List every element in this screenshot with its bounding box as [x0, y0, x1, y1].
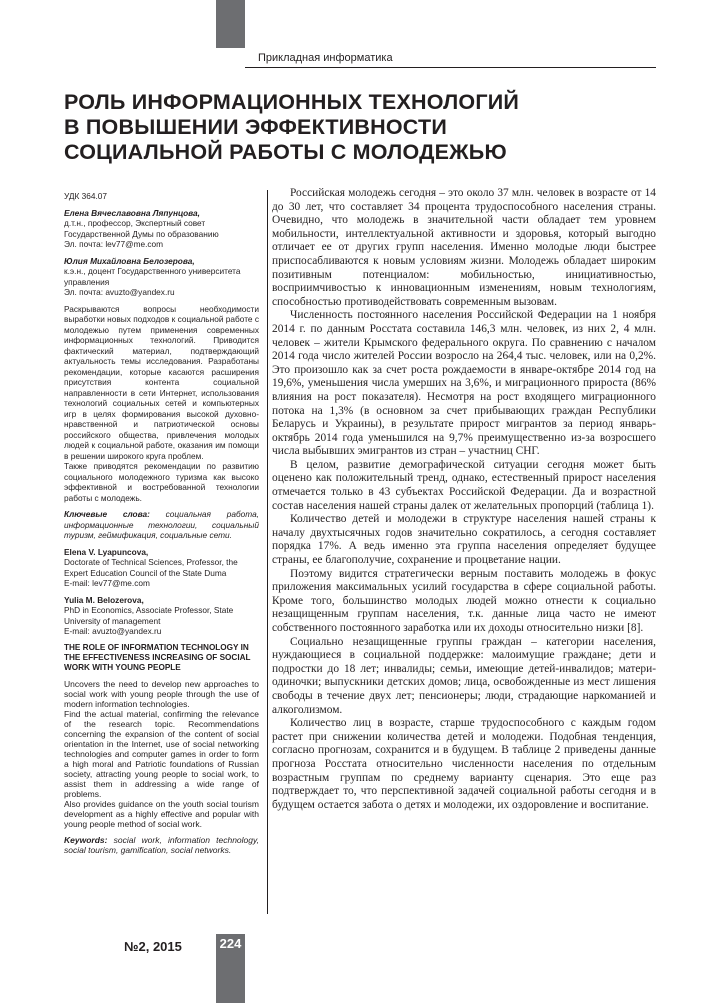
author-en-1	[64, 547, 259, 589]
body-paragraph: Российская молодежь сегодня – это около 37 млн. человек в возрасте от 14 до 30 лет, что составляет 34 процента трудоспособного населения страны. Очевидно, что молодежь в значительной части обладает тем уровнем мобильности, интеллектуальной активности и здоровья, который выгодно отличает ее от других групп населения. Именно молодые люди быстрее приспосабливаются к новым условиям жизни. Молодежь обладает широким позитивным потенциалом: мобильностью, инициативностью, восприимчивостью к инновационным изменениям, новым технологиям, способностью противодействовать современным вызовам.	[272, 187, 656, 308]
abstract-paragraph: Find the actual material, confirming the relevance of the research topic. Recommendations concerning the expansion of the content of social orientation in the Internet, use of social networking technologies and computer games in order to form a high moral and Patriotic foundations of Russian society, attracting young people to social work, to assist them in addressing a wide range of problems.	[64, 708, 259, 799]
page-number: 224	[216, 934, 245, 954]
body-paragraph: В целом, развитие демографической ситуации сегодня может быть оценено как положительный тренд, однако, естественный прирост населения отмечается только в 43 субъектах Российской Федерации. Да и возрастной состав населения нашей страны далек от желательных пропорций (таблица 1).	[272, 458, 656, 512]
author-name: Elena V. Lyapuncova,	[64, 546, 149, 557]
author-email: Эл. почта: avuzto@yandex.ru	[64, 287, 175, 297]
author-ru-1	[64, 208, 259, 250]
keywords-en	[64, 835, 259, 855]
author-affiliation: PhD in Economics, Associate Professor, State University of management	[64, 605, 234, 626]
column-divider	[267, 190, 268, 914]
author-email: E-mail: avuzto@yandex.ru	[64, 626, 162, 636]
bottom-decorative-band	[216, 952, 245, 1003]
keywords-text: social work, information technology, social tourism, gamification, social networks.	[64, 834, 259, 855]
body-paragraph: Количество детей и молодежи в структуре населения нашей страны к началу двухтысячных годов значительно сократилось, а сегодня составляет порядка 17%. А ведь именно эта группа населения определяет будущее страны, ее благополучие, сохранение и процветание нации.	[272, 513, 656, 567]
body-paragraph: Социально незащищенные группы граждан – категории населения, нуждающиеся в социальной поддержке: малоимущие граждане; дети и подростки до 18 лет; инвалиды; семьи, имеющие детей-инвалидов; матери-одиночки; выпускники детских домов; лица, освобожденные из мест лишения свободы в течение двух лет; пенсионеры; люди, страдающие наркоманией и алкоголизмом.	[272, 635, 656, 716]
abstract-ru	[64, 304, 259, 504]
body-paragraph: Численность постоянного населения Российской Федерации на 1 ноября 2014 г. по данным Росстата составила 146,3 млн. человек, из них 2, 4 млн. человек – жители Крымского федерального округа. По сравнению с началом 2014 года число жителей России возросло на 264,4 тыс. человек, или на 0,2%. Это произошло как за счет роста рождаемости в январе-октябре 2014 год на 19,6%, уменьшения числа умерших на 3,6%, и миграционного прироста (86% влияния на рост показателя). Несмотря на рост входящего миграционного потока на 1,3% (в основном за счет прибывающих граждан Республики Беларусь и Украины), в результате прирост мигрантов за период январь-октябрь 2014 года уменьшился на 9,7% преимущественно из-за возросшего числа выбывших эмигрантов из стран – участниц СНГ.	[272, 309, 656, 458]
author-affiliation: д.т.н., профессор, Экспертный совет Государственной Думы по образованию	[64, 218, 219, 239]
title-line: РОЛЬ ИНФОРМАЦИОННЫХ ТЕХНОЛОГИЙ	[64, 90, 520, 114]
author-name: Елена Вячеславовна Ляпунцова,	[64, 207, 200, 218]
left-column	[64, 191, 259, 855]
keywords-label: Ключевые слова:	[64, 509, 150, 519]
abstract-en	[64, 679, 259, 829]
abstract-paragraph: Also provides guidance on the youth social tourism development as a highly effective and popular with young people method of social work.	[64, 798, 259, 829]
english-title: THE ROLE OF INFORMATION TECHNOLOGY IN THE EFFECTIVENESS INCREASING OF SOCIAL WORK WITH YOUNG PEOPLE	[64, 642, 251, 672]
abstract-paragraph: Uncovers the need to develop new approaches to social work with young people through the use of modern information technologies.	[64, 678, 259, 709]
keywords-ru	[64, 509, 259, 541]
journal-name: Прикладная информатика	[258, 52, 393, 64]
author-name: Yulia M. Belozerova,	[64, 594, 144, 605]
udk-code: УДК 364.07	[64, 191, 108, 201]
body-paragraph: Поэтому видится стратегически верным поставить молодежь в фокус приложения максимальных усилий государства в сфере социальной работы. Кроме того, большинство молодых людей можно отнести к социально незащищенным группам населения, т.к. данные лица часто не имеют собственного постоянного заработка или их доходы относительно низки [8].	[272, 567, 656, 634]
author-affiliation: Doctorate of Technical Sciences, Professor, the Expert Education Council of the State Duma	[64, 557, 238, 578]
keywords-label: Keywords:	[64, 834, 108, 845]
issue-number: №2, 2015	[124, 939, 182, 954]
author-email: Эл. почта: lev77@me.com	[64, 239, 164, 249]
top-decorative-band	[216, 0, 245, 48]
main-text-column	[272, 187, 656, 812]
author-en-2	[64, 595, 259, 637]
title-line: СОЦИАЛЬНОЙ РАБОТЫ С МОЛОДЕЖЬЮ	[64, 140, 507, 164]
abstract-paragraph: Также приводятся рекомендации по развитию социального молодежного туризма как высоко эффективной и востребованной технологии работы с молодежь.	[64, 461, 259, 503]
author-email: E-mail: lev77@me.com	[64, 578, 150, 588]
author-name: Юлия Михайловна Белозерова,	[64, 255, 195, 266]
abstract-paragraph: Раскрываются вопросы необходимости выработки новых подходов к социальной работе с молодежью путем применения современных информационных технологий. Приводится фактический материал, подтверждающий актуальность темы исследования. Разработаны рекомендации, которые касаются расширения присутствия контента социальной направленности в сети Интернет, использования технологий социальных сетей и компьютерных игр в целях формирования высокой духовно-нравственной и патриотической основы российского общества, привлечения молодых людей к социальной работе, оказания им помощи в решении широкого круга проблем.	[64, 303, 259, 461]
header-rule	[245, 67, 656, 68]
keywords-text: социальная работа, информационные технологии, социальный туризм, геймификация, социальные сети.	[64, 509, 259, 540]
author-ru-2	[64, 256, 259, 298]
body-paragraph: Количество лиц в возрасте, старше трудоспособного с каждым годом растет при снижении количества детей и молодежи. Подобная тенденция, согласно прогнозам, сохранится и в будущем. В таблице 2 приведены данные прогноза Росстата относительно численности населения по отдельным возрастным группам по среднему варианту сценария. Это еще раз подтверждает то, что перспективной задачей социальной работы сегодня и в будущем остается забота о детях и молодежи, их оздоровление и воспитание.	[272, 717, 656, 811]
article-title	[64, 90, 664, 165]
author-affiliation: к.э.н., доцент Государственного университета управления	[64, 266, 241, 287]
title-line: В ПОВЫШЕНИИ ЭФФЕКТИВНОСТИ	[64, 115, 447, 139]
